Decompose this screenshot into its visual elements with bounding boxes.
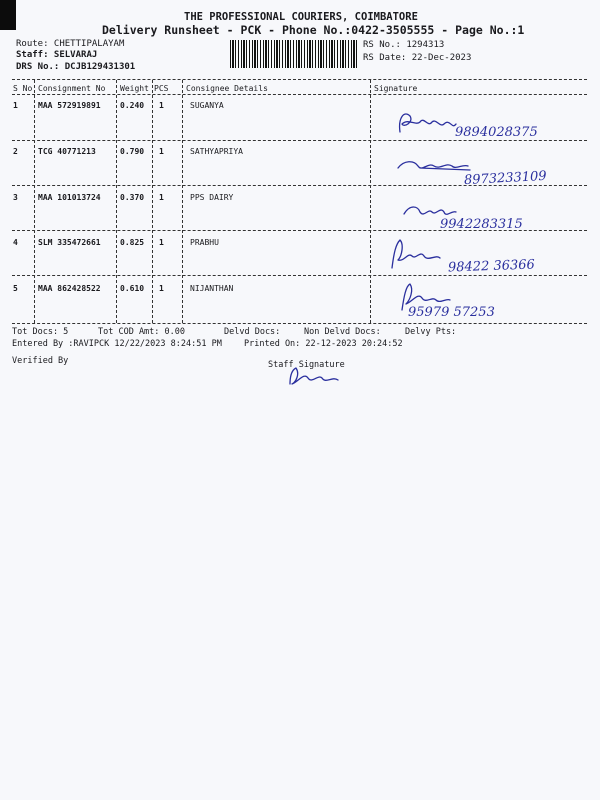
runsheet-title: Delivery Runsheet - PCK - Phone No.:0422-3505555 - Page No.:1	[102, 23, 525, 37]
col-header-weight: Weight	[120, 84, 149, 93]
row-divider	[12, 140, 587, 141]
total-cod-amount: Tot COD Amt: 0.00	[98, 327, 185, 337]
non-delivered-docs: Non Delvd Docs:	[304, 327, 381, 337]
delivered-docs: Delvd Docs:	[224, 327, 281, 337]
handwritten-phone: 9942283315	[440, 217, 523, 232]
row-consignment: SLM 335472661	[38, 238, 101, 247]
col-header-sno: S No	[13, 84, 33, 93]
row-pcs: 1	[159, 238, 164, 247]
col-header-signature: Signature	[374, 84, 418, 93]
rs-date: RS Date: 22-Dec-2023	[363, 53, 472, 63]
row-consignee: PPS DAIRY	[190, 193, 234, 202]
row-sno: 5	[13, 284, 18, 293]
drs-number: DRS No.: DCJB129431301	[16, 62, 136, 72]
row-consignee: SUGANYA	[190, 101, 224, 110]
handwritten-phone: 95979 57253	[408, 305, 495, 320]
row-weight: 0.240	[120, 101, 145, 110]
row-pcs: 1	[159, 284, 164, 293]
col-header-consignment: Consignment No	[38, 84, 106, 93]
barcode	[230, 40, 358, 68]
route-label: Route: CHETTIPALAYAM	[16, 39, 125, 49]
row-consignee: SATHYAPRIYA	[190, 147, 243, 156]
rs-number: RS No.: 1294313	[363, 40, 445, 50]
row-sno: 1	[13, 101, 18, 110]
row-consignment: MAA 862428522	[38, 284, 101, 293]
row-weight: 0.370	[120, 193, 145, 202]
scan-mark	[0, 0, 16, 30]
row-consignment: MAA 572919891	[38, 101, 101, 110]
row-pcs: 1	[159, 147, 164, 156]
row-consignee: NIJANTHAN	[190, 284, 234, 293]
column-rule	[182, 80, 183, 323]
column-rule	[152, 80, 153, 323]
verified-by: Verified By	[12, 356, 69, 366]
row-weight: 0.825	[120, 238, 145, 247]
row-weight: 0.790	[120, 147, 145, 156]
handwritten-phone: 98422 36366	[447, 257, 536, 276]
column-rule	[370, 80, 371, 323]
row-pcs: 1	[159, 101, 164, 110]
row-sno: 4	[13, 238, 18, 247]
row-consignment: TCG 40771213	[38, 147, 96, 156]
row-consignee: PRABHU	[190, 238, 219, 247]
printed-on: Printed On: 22-12-2023 20:24:52	[244, 339, 403, 349]
table-top-rule	[12, 79, 587, 80]
delivery-points: Delvy Pts:	[405, 327, 457, 337]
total-docs: Tot Docs: 5	[12, 327, 69, 337]
staff-label: Staff: SELVARAJ	[16, 50, 98, 60]
handwritten-phone: 8973233109	[463, 168, 548, 189]
row-sno: 2	[13, 147, 18, 156]
company-title: THE PROFESSIONAL COURIERS, COIMBATORE	[184, 11, 418, 23]
table-bottom-rule	[12, 323, 587, 324]
entered-by: Entered By :RAVIPCK 12/22/2023 8:24:51 PM	[12, 339, 222, 349]
column-rule	[34, 80, 35, 323]
col-header-consignee: Consignee Details	[186, 84, 268, 93]
row-sno: 3	[13, 193, 18, 202]
row-pcs: 1	[159, 193, 164, 202]
row-divider	[12, 275, 587, 276]
col-header-pcs: PCS	[154, 84, 169, 93]
column-rule	[116, 80, 117, 323]
table-header-rule	[12, 94, 587, 95]
row-consignment: MAA 101013724	[38, 193, 101, 202]
row-weight: 0.610	[120, 284, 145, 293]
staff-signature-label: Staff Signature	[268, 360, 345, 370]
handwritten-phone: 9894028375	[455, 125, 538, 140]
